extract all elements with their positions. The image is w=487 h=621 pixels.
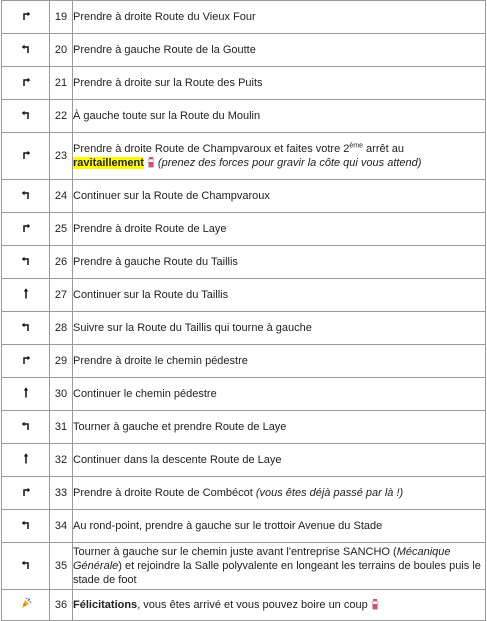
drink-cup-icon bbox=[147, 157, 155, 168]
table-row bbox=[2, 213, 486, 246]
direction-cell bbox=[2, 477, 50, 510]
turn-right-arrow-icon bbox=[20, 221, 32, 233]
table-row bbox=[2, 477, 486, 510]
direction-cell bbox=[2, 213, 50, 246]
step-instruction: Continuer le chemin pédestre bbox=[73, 378, 486, 411]
turn-right-arrow-icon bbox=[20, 353, 32, 365]
direction-cell bbox=[2, 510, 50, 543]
step-number: 34 bbox=[50, 510, 73, 543]
step-number: 30 bbox=[50, 378, 73, 411]
table-row bbox=[2, 279, 486, 312]
step-instruction: Prendre à gauche Route de la Goutte bbox=[73, 34, 486, 67]
step-number: 21 bbox=[50, 67, 73, 100]
step-instruction: Prendre à droite Route de Laye bbox=[73, 213, 486, 246]
step-text: arrêt au bbox=[363, 143, 404, 155]
step-instruction: Au rond-point, prendre à gauche sur le trottoir Avenue du Stade bbox=[73, 510, 486, 543]
ordinal-suffix: ème bbox=[349, 142, 363, 150]
step-number: 27 bbox=[50, 279, 73, 312]
table-row bbox=[2, 100, 486, 133]
step-number: 24 bbox=[50, 180, 73, 213]
direction-cell bbox=[2, 345, 50, 378]
direction-cell bbox=[2, 543, 50, 590]
step-remark: (vous êtes déjà passé par là !) bbox=[255, 487, 404, 499]
step-instruction: Continuer sur la Route du Taillis bbox=[73, 279, 486, 312]
route-steps-table bbox=[1, 0, 486, 621]
table-row bbox=[2, 411, 486, 444]
step-number: 26 bbox=[50, 246, 73, 279]
table-row bbox=[2, 444, 486, 477]
table-row bbox=[2, 133, 486, 180]
step-text: ) et rejoindre la Salle polyvalente en longeant les terrains de boules puis le stade de foot bbox=[73, 560, 481, 586]
table-row bbox=[2, 1, 486, 34]
highlight-ravitaillement: ravitaillement bbox=[73, 157, 144, 169]
straight-arrow-icon bbox=[20, 287, 32, 299]
step-instruction: Suivre sur la Route du Taillis qui tourne à gauche bbox=[73, 312, 486, 345]
table-row bbox=[2, 510, 486, 543]
table-row bbox=[2, 590, 486, 621]
step-number: 25 bbox=[50, 213, 73, 246]
step-remark: (prenez des forces pour gravir la côte qui vous attend) bbox=[157, 157, 422, 169]
step-instruction: Prendre à droite sur la Route des Puits bbox=[73, 67, 486, 100]
turn-right-arrow-icon bbox=[20, 485, 32, 497]
step-text: , vous êtes arrivé et vous pouvez boire un coup bbox=[137, 599, 368, 611]
step-text: Prendre à droite Route de Combécot bbox=[73, 487, 256, 499]
direction-cell bbox=[2, 378, 50, 411]
direction-cell bbox=[2, 411, 50, 444]
step-number: 35 bbox=[50, 543, 73, 590]
direction-cell bbox=[2, 133, 50, 180]
turn-left-arrow-icon bbox=[20, 320, 32, 332]
turn-left-arrow-icon bbox=[20, 188, 32, 200]
direction-cell bbox=[2, 590, 50, 621]
step-number: 29 bbox=[50, 345, 73, 378]
step-text: Prendre à droite Route de Champvaroux et faites votre 2 bbox=[73, 143, 350, 155]
step-instruction: Prendre à gauche Route du Taillis bbox=[73, 246, 486, 279]
table-row bbox=[2, 246, 486, 279]
direction-cell bbox=[2, 67, 50, 100]
step-instruction: Prendre à droite le chemin pédestre bbox=[73, 345, 486, 378]
step-number: 28 bbox=[50, 312, 73, 345]
direction-cell bbox=[2, 34, 50, 67]
direction-cell bbox=[2, 312, 50, 345]
step-number: 32 bbox=[50, 444, 73, 477]
direction-cell bbox=[2, 100, 50, 133]
table-row bbox=[2, 312, 486, 345]
direction-cell bbox=[2, 246, 50, 279]
step-number: 20 bbox=[50, 34, 73, 67]
step-instruction: Continuer dans la descente Route de Laye bbox=[73, 444, 486, 477]
step-number: 36 bbox=[50, 590, 73, 621]
table-row bbox=[2, 180, 486, 213]
step-remark: Mécanique Générale bbox=[73, 546, 451, 572]
direction-cell bbox=[2, 444, 50, 477]
table-row bbox=[2, 543, 486, 590]
step-number: 19 bbox=[50, 1, 73, 34]
turn-left-arrow-icon bbox=[20, 42, 32, 54]
turn-left-arrow-icon bbox=[20, 558, 32, 570]
direction-cell bbox=[2, 279, 50, 312]
straight-arrow-icon bbox=[20, 452, 32, 464]
turn-left-arrow-icon bbox=[20, 108, 32, 120]
turn-right-arrow-icon bbox=[20, 75, 32, 87]
step-number: 31 bbox=[50, 411, 73, 444]
turn-left-arrow-icon bbox=[20, 518, 32, 530]
step-text: Tourner à gauche sur le chemin juste avant l'entreprise SANCHO ( bbox=[73, 546, 397, 558]
turn-left-arrow-icon bbox=[20, 254, 32, 266]
step-instruction: Tourner à gauche et prendre Route de Laye bbox=[73, 411, 486, 444]
step-number: 22 bbox=[50, 100, 73, 133]
turn-right-arrow-icon bbox=[20, 148, 32, 160]
turn-right-arrow-icon bbox=[20, 9, 32, 21]
step-instruction bbox=[73, 590, 486, 621]
step-instruction: À gauche toute sur la Route du Moulin bbox=[73, 100, 486, 133]
table-row bbox=[2, 345, 486, 378]
step-instruction bbox=[73, 477, 486, 510]
congrats-text: Félicitations bbox=[73, 599, 138, 611]
party-popper-icon bbox=[20, 597, 32, 609]
step-number: 33 bbox=[50, 477, 73, 510]
direction-cell bbox=[2, 180, 50, 213]
step-instruction bbox=[73, 543, 486, 590]
turn-left-arrow-icon bbox=[20, 419, 32, 431]
step-number: 23 bbox=[50, 133, 73, 180]
drink-cup-icon bbox=[371, 599, 379, 610]
table-row bbox=[2, 378, 486, 411]
straight-arrow-icon bbox=[20, 386, 32, 398]
table-row bbox=[2, 34, 486, 67]
step-instruction: Prendre à droite Route du Vieux Four bbox=[73, 1, 486, 34]
direction-cell bbox=[2, 1, 50, 34]
step-instruction bbox=[73, 133, 486, 180]
step-instruction: Continuer sur la Route de Champvaroux bbox=[73, 180, 486, 213]
table-row bbox=[2, 67, 486, 100]
